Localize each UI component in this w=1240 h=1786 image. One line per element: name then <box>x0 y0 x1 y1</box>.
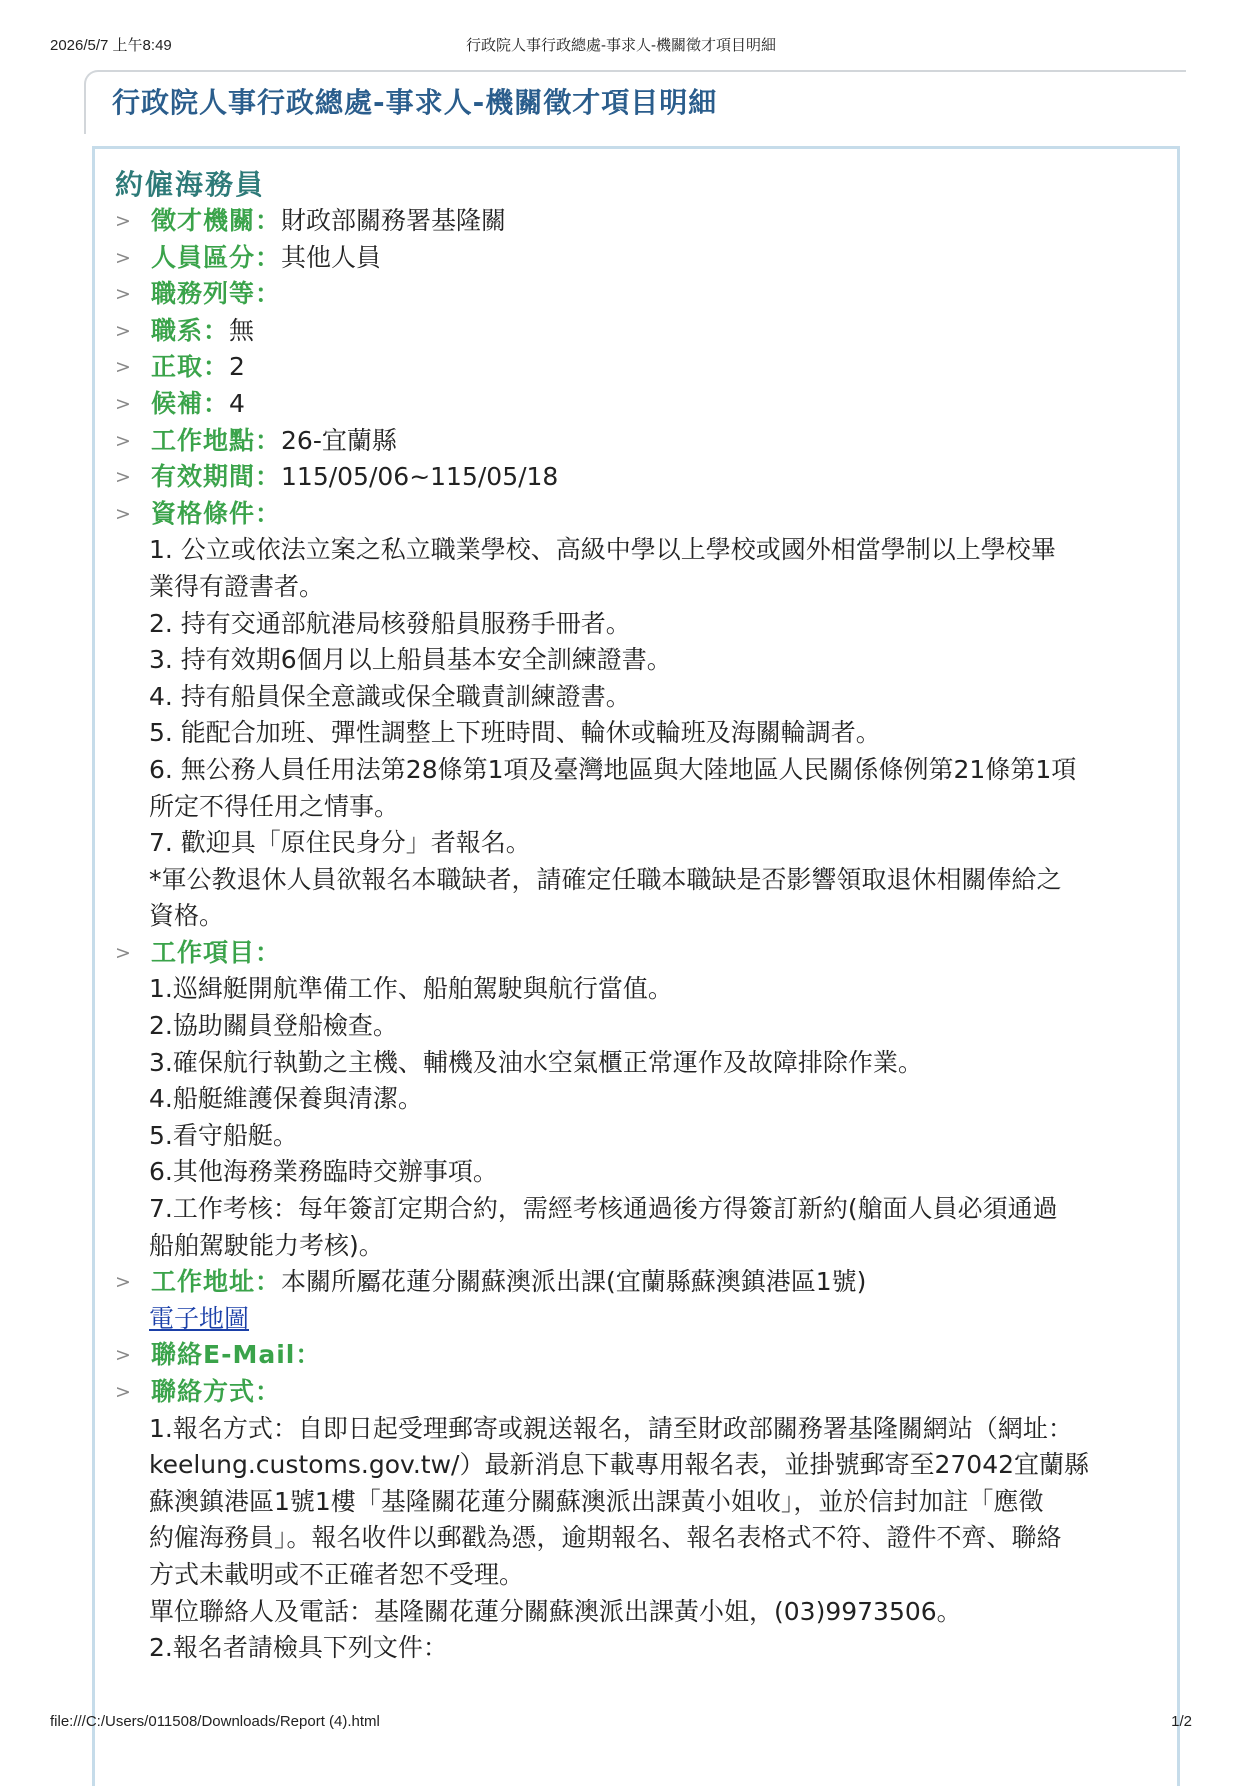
field-label: 聯絡E-Mail： <box>151 1340 322 1370</box>
qualifications-text <box>149 532 1159 935</box>
qualification-line: 資格。 <box>149 901 225 931</box>
field-agency <box>95 203 1177 240</box>
field-label: 職務列等： <box>151 279 282 309</box>
field-label: 候補： <box>151 388 230 418</box>
field-value: 4 <box>229 388 245 418</box>
contact-text <box>149 1411 1159 1667</box>
chevron-right-icon: > <box>115 429 131 452</box>
chevron-right-icon: > <box>115 210 131 232</box>
page-title: 行政院人事行政總處-事求人-機關徵才項目明細 <box>112 86 718 119</box>
qualification-line: 3. 持有效期6個月以上船員基本安全訓練證書。 <box>149 645 672 675</box>
contact-line: 2.報名者請檢具下列文件： <box>149 1633 448 1663</box>
field-qualifications <box>95 496 1177 533</box>
qualification-line: 1. 公立或依法立案之私立職業學校、高級中學以上學校或國外相當學制以上學校畢 <box>149 535 1056 565</box>
duties-text <box>149 971 1159 1264</box>
print-footer <box>50 1713 1192 1735</box>
chevron-right-icon: > <box>115 466 131 489</box>
duty-line: 4.船艇維護保養與清潔。 <box>149 1084 423 1114</box>
print-file-path: file:///C:/Users/011508/Downloads/Report (4).html <box>50 1713 380 1730</box>
contact-line: 蘇澳鎮港區1號1樓「基隆關花蓮分關蘇澳派出課黃小姐收」，並於信封加註「應徵 <box>149 1486 1044 1516</box>
field-personnel-type <box>95 240 1177 277</box>
qualification-line: 4. 持有船員保全意識或保全職責訓練證書。 <box>149 681 631 711</box>
field-email <box>95 1337 1177 1374</box>
field-label: 正取： <box>151 352 230 382</box>
map-link[interactable]: 電子地圖 <box>149 1303 250 1333</box>
chevron-right-icon: > <box>115 941 131 964</box>
field-contact <box>95 1374 1177 1411</box>
field-value: 其他人員 <box>281 242 382 272</box>
contact-line: 單位聯絡人及電話：基隆關花蓮分關蘇澳派出課黃小姐，(03)9973506。 <box>149 1596 962 1626</box>
field-value: 115/05/06~115/05/18 <box>281 462 559 492</box>
chevron-right-icon: > <box>115 1271 131 1294</box>
title-bar <box>84 70 1186 134</box>
chevron-right-icon: > <box>115 356 131 379</box>
job-title: 約僱海務員 <box>115 168 266 201</box>
print-doc-title: 行政院人事行政總處-事求人-機關徵才項目明細 <box>466 37 776 54</box>
qualification-line: 業得有證書者。 <box>149 571 325 601</box>
chevron-right-icon: > <box>115 319 131 342</box>
field-duties <box>95 935 1177 972</box>
field-valid-period <box>95 459 1177 496</box>
duty-line: 6.其他海務業務臨時交辦事項。 <box>149 1157 498 1187</box>
field-label: 工作項目： <box>151 937 282 967</box>
contact-line: keelung.customs.gov.tw/）最新消息下載專用報名表，並掛號郵寄至27042宜蘭縣 <box>149 1450 1090 1480</box>
field-value: 本關所屬花蓮分關蘇澳派出課(宜蘭縣蘇澳鎮港區1號) <box>281 1267 867 1297</box>
field-value: 財政部關務署基隆關 <box>281 206 507 235</box>
duty-line: 船舶駕駛能力考核)。 <box>149 1230 384 1260</box>
field-label: 聯絡方式： <box>151 1377 282 1406</box>
field-label: 徵才機關： <box>151 206 282 235</box>
field-work-address <box>95 1264 1177 1301</box>
contact-line: 1.報名方式：自即日起受理郵寄或親送報名，請至財政部關務署基隆關網站（網址： <box>149 1413 1073 1443</box>
field-label: 工作地址： <box>151 1267 282 1297</box>
chevron-right-icon: > <box>115 246 131 269</box>
field-label: 人員區分： <box>151 242 282 272</box>
qualification-line: 6. 無公務人員任用法第28條第1項及臺灣地區與大陸地區人民關係條例第21條第1項 <box>149 754 1077 784</box>
qualification-line: 7. 歡迎具「原住民身分」者報名。 <box>149 828 531 858</box>
chevron-right-icon: > <box>115 1344 131 1367</box>
print-page-number: 1/2 <box>1171 1713 1192 1730</box>
duty-line: 2.協助關員登船檢查。 <box>149 1011 398 1041</box>
job-detail-panel <box>92 146 1180 1786</box>
field-value: 無 <box>229 315 255 345</box>
chevron-right-icon: > <box>115 283 131 306</box>
field-admitted <box>95 349 1177 386</box>
qualification-line: *軍公教退休人員欲報名本職缺者，請確定任職本職缺是否影響領取退休相關俸給之 <box>149 864 1062 894</box>
map-link-row <box>149 1301 1159 1338</box>
qualification-line: 所定不得任用之情事。 <box>149 791 400 821</box>
duty-line: 5.看守船艇。 <box>149 1120 298 1150</box>
field-waitlist <box>95 386 1177 423</box>
field-rank <box>95 276 1177 313</box>
qualification-line: 5. 能配合加班、彈性調整上下班時間、輪休或輪班及海關輪調者。 <box>149 718 881 748</box>
duty-line: 7.工作考核：每年簽訂定期合約，需經考核通過後方得簽訂新約(艙面人員必須通過 <box>149 1194 1058 1224</box>
duty-line: 3.確保航行執勤之主機、輔機及油水空氣櫃正常運作及故障排除作業。 <box>149 1047 923 1077</box>
field-label: 資格條件： <box>151 498 282 528</box>
field-work-location <box>95 423 1177 460</box>
print-header <box>50 34 1192 56</box>
chevron-right-icon: > <box>115 392 131 415</box>
contact-line: 約僱海務員」。報名收件以郵戳為憑，逾期報名、報名表格式不符、證件不齊、聯絡 <box>149 1523 1062 1553</box>
field-label: 工作地點： <box>151 425 282 455</box>
field-label: 職系： <box>151 315 230 345</box>
contact-line: 方式未載明或不正確者恕不受理。 <box>149 1559 525 1589</box>
field-value: 2 <box>229 352 245 382</box>
field-label: 有效期間： <box>151 462 282 492</box>
field-job-series <box>95 313 1177 350</box>
job-fields <box>95 203 1177 1667</box>
qualification-line: 2. 持有交通部航港局核發船員服務手冊者。 <box>149 608 631 638</box>
print-datetime: 2026/5/7 上午8:49 <box>50 37 172 54</box>
chevron-right-icon: > <box>115 502 131 525</box>
duty-line: 1.巡緝艇開航準備工作、船舶駕駛與航行當值。 <box>149 974 673 1004</box>
field-value: 26-宜蘭縣 <box>281 425 397 455</box>
chevron-right-icon: > <box>115 1381 131 1403</box>
